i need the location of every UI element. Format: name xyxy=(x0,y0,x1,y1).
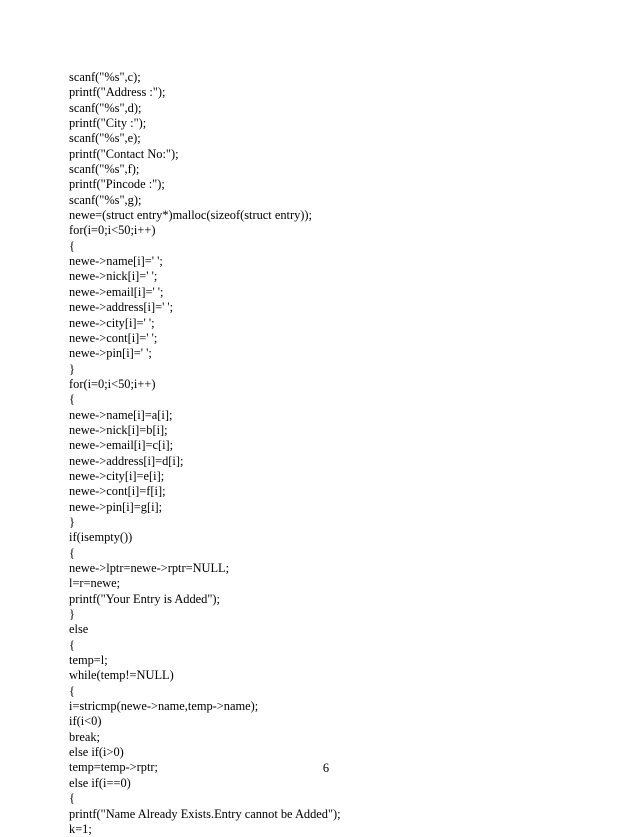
code-line: for(i=0;i<50;i++) xyxy=(69,376,156,391)
code-line: newe->nick[i]=b[i]; xyxy=(69,422,168,437)
code-line: } xyxy=(69,514,75,529)
code-line: break; xyxy=(69,729,100,744)
code-line: scanf("%s",d); xyxy=(69,100,142,115)
code-line: if(i<0) xyxy=(69,714,102,729)
code-line: printf("Pincode :"); xyxy=(69,177,165,192)
code-line: { xyxy=(69,683,75,698)
code-line: newe->email[i]=c[i]; xyxy=(69,438,174,453)
code-line: temp=l; xyxy=(69,653,108,668)
code-line: } xyxy=(69,607,75,622)
code-line: { xyxy=(69,238,75,253)
code-line: newe=(struct entry*)malloc(sizeof(struct entry)); xyxy=(69,208,312,223)
code-line: scanf("%s",e); xyxy=(69,131,141,146)
code-line: newe->city[i]=e[i]; xyxy=(69,468,165,483)
code-line: printf("Name Already Exists.Entry cannot be Added"); xyxy=(69,806,341,821)
code-line: printf("Your Entry is Added"); xyxy=(69,591,220,606)
code-line: { xyxy=(69,791,75,806)
code-line: } xyxy=(69,361,75,376)
code-line: printf("City :"); xyxy=(69,116,147,131)
code-line: newe->pin[i]=g[i]; xyxy=(69,499,163,514)
code-line: temp=temp->rptr; xyxy=(69,760,158,775)
code-line: newe->lptr=newe->rptr=NULL; xyxy=(69,561,230,575)
code-line: newe->pin[i]=' '; xyxy=(69,346,152,361)
code-line: newe->cont[i]=f[i]; xyxy=(69,484,166,499)
code-line: scanf("%s",f); xyxy=(69,162,140,177)
code-listing xyxy=(69,70,589,837)
code-line: { xyxy=(69,392,75,407)
code-line: printf("Contact No:"); xyxy=(69,146,179,161)
code-line: newe->nick[i]=' '; xyxy=(69,269,158,284)
code-line: while(temp!=NULL) xyxy=(69,668,174,683)
code-line: newe->city[i]=' '; xyxy=(69,315,155,330)
code-line: { xyxy=(69,637,75,652)
code-line: k=1; xyxy=(69,821,92,836)
code-line: scanf("%s",c); xyxy=(69,70,141,84)
code-line: l=r=newe; xyxy=(69,576,121,591)
code-line: if(isempty()) xyxy=(69,530,133,545)
page-number: 6 xyxy=(322,761,330,775)
code-line: newe->address[i]=' '; xyxy=(69,300,174,315)
code-line: newe->name[i]=' '; xyxy=(69,254,163,269)
code-line: else if(i>0) xyxy=(69,745,124,760)
code-line: printf("Address :"); xyxy=(69,85,166,100)
code-line: else if(i==0) xyxy=(69,775,131,790)
code-line: for(i=0;i<50;i++) xyxy=(69,223,156,238)
code-line: else xyxy=(69,622,89,637)
code-line: { xyxy=(69,545,75,560)
code-line: i=stricmp(newe->name,temp->name); xyxy=(69,699,259,714)
code-line: newe->cont[i]=' '; xyxy=(69,330,158,345)
code-line: newe->name[i]=a[i]; xyxy=(69,407,173,422)
code-line: newe->email[i]=' '; xyxy=(69,284,164,299)
code-line: scanf("%s",g); xyxy=(69,192,142,207)
code-line: newe->address[i]=d[i]; xyxy=(69,453,184,468)
